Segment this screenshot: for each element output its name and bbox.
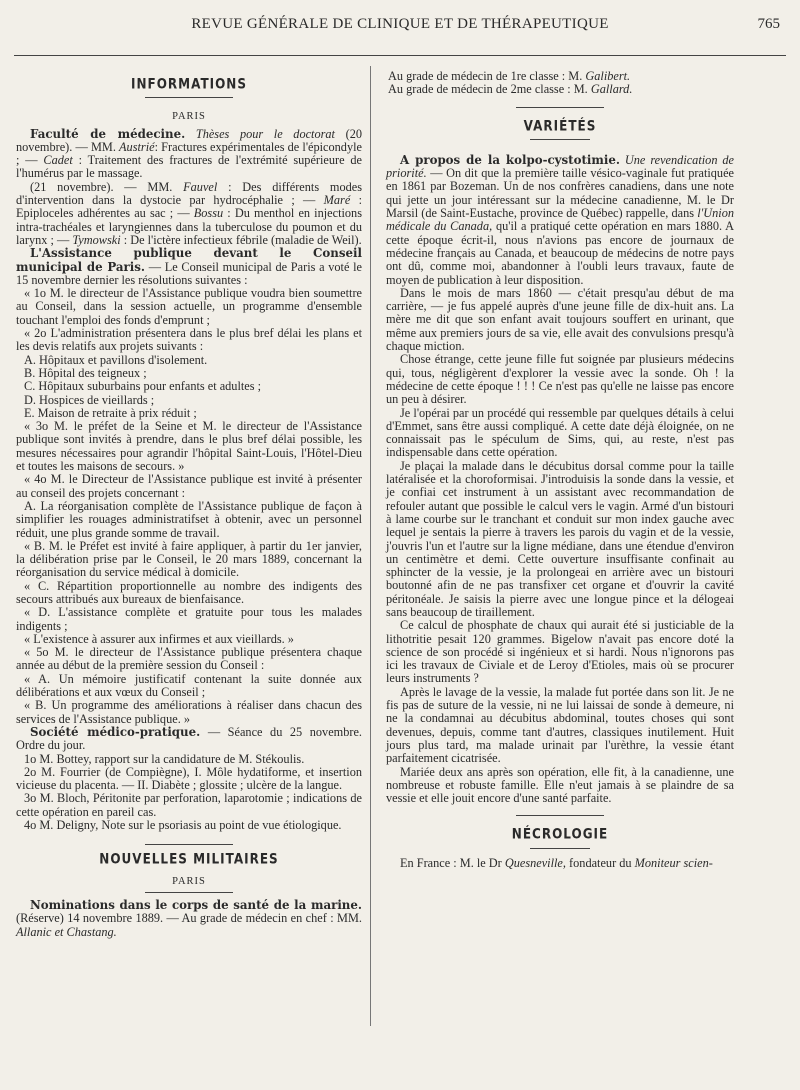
list-item: C. Hôpitaux suburbains pour enfants et adultes ; — [24, 379, 262, 394]
text: : De l'ictère infectieux fébrile (maladie de Weil). — [123, 232, 362, 247]
journal-title: l'Union médicale du Canada, — [386, 206, 734, 234]
name: Galibert. — [585, 69, 631, 83]
text: (21 novembre). — MM. — [30, 179, 173, 194]
text: : Traitement des fractures de l'extrémité supérieure de l'humérus par le massage. — [16, 153, 363, 181]
list-item: B. Hôpital des teigneux ; — [24, 365, 147, 380]
grade-line — [388, 83, 734, 96]
section-rule — [516, 107, 604, 108]
name: Maré — [323, 193, 351, 208]
column-divider — [370, 66, 371, 1026]
paragraph: Dans le mois de mars 1860 — c'était presqu'au début de ma carrière, — je fus appelé auprès d'une jeune fille de dix-huit ans. La mère me dit que son enfant avait toujours souffert en urinant, que même aux premiers jours de sa vie, elle avait des convulsions presqu'à chaque miction. — [386, 285, 734, 354]
list-item: « 5o M. le directeur de l'Assistance publique présentera chaque année au début de la première session du Conseil : — [16, 645, 362, 673]
name: Gallard. — [590, 82, 633, 97]
text: qu'il a pratiqué cette opération en mars 1880. A cette époque écrit-il, nous n'avions pas encore de journaux de médecine français au Canada, et beaucoup de médecins de notre pays ont dû, comme moi, abandonner à l'oubli leurs travaux, faute de moyen de publication à leur disposition. — [386, 219, 734, 287]
list-item: « D. L'assistance complète et gratuite pour tous les malades indigents ; — [16, 605, 362, 633]
section-rule — [145, 892, 233, 893]
journal-title: Moniteur scien- — [634, 855, 713, 870]
text: — Le Conseil municipal de Paris a voté le 15 novembre dernier les résolutions suivantes : — [16, 259, 362, 287]
text: : Epiploceles adhérentes au sac ; — — [16, 193, 363, 221]
resolutions-list — [16, 287, 362, 726]
name: Tymowski — [72, 232, 121, 247]
text: En France : M. le Dr — [400, 855, 502, 870]
paragraph-faculte — [16, 128, 362, 181]
text: Au grade de médecin de 1re classe : M. — [388, 69, 583, 83]
list-item: 2o M. Fourrier (de Compiègne), I. Môle hydatiforme, et insertion vicieuse du placenta. — II. Diabète ; glossite ; ulcère de la langue. — [16, 764, 362, 793]
text: : Fractures expérimentales de l'épicondyle ; — — [16, 139, 362, 168]
paragraph-nominations — [16, 899, 362, 939]
list-item: « B. M. le Préfet est invité à faire appliquer, à partir du 1er janvier, la délibération prise par le Conseil, le 20 mars 1889, concernant la réorganisation du service médical à domicile. — [16, 538, 362, 580]
varietes-heading: A propos de la kolpo-cystotimie. — [400, 152, 620, 167]
faculte-heading: Faculté de médecine. — [30, 126, 186, 141]
list-item: A. Hôpitaux et pavillons d'isolement. — [24, 352, 208, 367]
list-item: 4o M. Deligny, Note sur le psoriasis au point de vue étiologique. — [24, 818, 342, 833]
paragraph-varietes — [386, 154, 734, 287]
section-title-informations: INFORMATIONS — [131, 75, 247, 93]
right-column — [386, 70, 734, 870]
text: Au grade de médecin de 2me classe : M. — [388, 82, 588, 97]
agenda-list — [16, 753, 362, 833]
paragraph: Je plaçai la malade dans le décubitus dorsal comme pour la taille latéralisée et la choroformisai. J'introduisis la sonde dans la vessie, et je confiai cet instrument à un assistant avec recommandation de refouler autant que possible le calcul vers le vagin. Armé d'un bistouri à lame courbe sur le tranchant et conduit sur mon index gauche avec lequel je sentais la pierre à travers les parois du vagin et de la vessie, j'ouvris l'un et l'autre sur la ligne médiane, dans une étendue d'environ un centimètre et demi. Cette ouverture insuffisante confinait au sphincter de la vessie, je la prolongeai en arrière avec un bistouri boutonné afin de ne pas transfixer cet organe et d'ouvrir la cavité péritonéale. Je saisis la pierre avec une longue pince et la délogeai sans beaucoup de tiraillement. — [386, 458, 734, 619]
text: — On dit que la première taille vésico-vaginale fut pratiquée en 1861 par Bozeman. Un de nos confrères canadiens, dans une note qui jette un jour intéressant sur la médecine canadienne, M. le Dr Marsil (de Saint-Eustache, province de Québec) rappelle, dans — [386, 166, 734, 221]
place-heading: PARIS — [172, 875, 206, 887]
section-title-necrologie: NÉCROLOGIE — [511, 825, 609, 843]
list-item: D. Hospices de vieillards ; — [24, 392, 155, 407]
name: Austrié — [119, 139, 155, 154]
section-title-militaires: NOUVELLES MILITAIRES — [99, 850, 279, 868]
left-column — [16, 64, 362, 939]
section-rule — [530, 139, 590, 140]
list-item: 3o M. Bloch, Péritonite par perforation, laparotomie ; indications de cette opération en pareil cas. — [16, 791, 362, 819]
name: Allanic et Chastang. — [16, 924, 117, 939]
list-item: « L'existence à assurer aux infirmes et aux vieillards. » — [24, 631, 294, 646]
paragraph-necrologie — [386, 857, 734, 870]
section-rule — [530, 848, 590, 849]
faculte-subheading: Thèses pour le doctorat — [195, 126, 335, 141]
text: : Du menthol en injections intra-trachéales et laryngiennes dans la tuberculose du poumon et du larynx ; — — [16, 206, 362, 247]
running-head — [20, 16, 780, 40]
section-rule — [145, 844, 233, 845]
list-item: « 2o L'administration présentera dans le plus bref délai les plans et les devis relatifs aux projets suivants : — [16, 326, 362, 354]
text: — Séance du 25 novembre. Ordre du jour. — [16, 724, 362, 753]
paragraph: Mariée deux ans après son opération, elle fit, à la canadienne, une nombreuse et robuste famille. Elle n'eut jamais à se plaindre de sa vessie et elle jouit encore d'une santé parfaite. — [386, 764, 734, 806]
header-rule — [14, 55, 786, 56]
list-item: « 3o M. le préfet de la Seine et M. le directeur de l'Assistance publique sont invités à prendre, dans le plus bref délai possible, les mesures nécessaires pour agrandir l'hôpital Saint-Louis, l'Hôtel-Dieu et toutes les maisons de secours. » — [16, 419, 362, 474]
paragraph: Chose étrange, cette jeune fille fut soignée par plusieurs médecins qui, tous, négligèrent d'explorer la vessie avec la sonde. Oh ! la médecine de cette époque ! ! ! Ce n'est pas qu'elle ne laisse pas encore un peu à désirer. — [386, 352, 734, 407]
assistance-heading: L'Assistance publique devant le Conseil municipal de Paris. — [16, 246, 362, 274]
list-item: « C. Répartition proportionnelle au nombre des indigents des secours attribués aux bureaux de bienfaisance. — [16, 578, 362, 606]
list-item: 1o M. Bottey, rapport sur la candidature de M. Stékoulis. — [24, 751, 305, 766]
running-title: REVUE GÉNÉRALE DE CLINIQUE ET DE THÉRAPEUTIQUE — [191, 16, 609, 32]
grades — [386, 70, 734, 97]
societe-heading: Société médico-pratique. — [30, 724, 201, 739]
name: Quesneville, — [504, 855, 566, 870]
page-number: 765 — [757, 16, 780, 32]
paragraph: Je l'opérai par un procédé qui ressemble par quelques détails à celui d'Emmet, sans être aussi compliqué. A cette date déjà éloignée, on ne connaissait pas le spéculum de Sims, qui, au reste, n'est pas indispensable dans cette opération. — [386, 405, 734, 460]
list-item: « A. Un mémoire justificatif contenant la suite donnée aux délibérations et aux vœux du Conseil ; — [16, 671, 362, 700]
subheading: Une revendication de priorité. — [386, 152, 734, 181]
section-rule — [516, 815, 604, 816]
name: Fauvel — [183, 179, 218, 194]
place-heading: PARIS — [172, 111, 206, 123]
name: Bossu — [193, 206, 224, 221]
text: fondateur du — [569, 855, 632, 870]
paragraph: Après le lavage de la vessie, la malade fut portée dans son lit. Je ne fis pas de suture de la vessie, ni ne lui laissai de sonde à demeure, ni ne la condamnai au décubitus abdominal, toutes choses qui sont devenues, depuis, comme tant d'autres, classiques inutilement. Huit jours plus tard, ma malade urinait par l'urèthre, la vessie étant parfaitement cicatrisée. — [386, 684, 734, 766]
section-rule — [145, 97, 233, 98]
text: (Réserve) 14 novembre 1889. — Au grade de médecin en chef : MM. — [16, 911, 362, 926]
list-item: « B. Un programme des améliorations à réaliser dans chacun des services de l'Assistance publique. » — [16, 698, 362, 726]
grade-line — [388, 70, 734, 83]
name: Cadet — [43, 153, 73, 168]
list-item: A. La réorganisation complète de l'Assistance publique de façon à simplifier les rouages administratifset à obtenir, avec un personnel réduit, une plus grande somme de travail. — [16, 498, 362, 540]
nominations-heading: Nominations dans le corps de santé de la marine. — [30, 897, 362, 912]
list-item: « 1o M. le directeur de l'Assistance publique voudra bien soumettre au Conseil, dans la session actuelle, un programme d'ensemble touchant l'emploi des fonds d'emprunt ; — [16, 286, 362, 327]
paragraph-societe — [16, 726, 362, 753]
paragraph-assistance — [16, 247, 362, 287]
paragraph-theses — [16, 181, 362, 247]
list-item: « 4o M. le Directeur de l'Assistance publique est invité à présenter au conseil des projets concernant : — [16, 472, 362, 500]
list-item: E. Maison de retraite à prix réduit ; — [24, 405, 197, 420]
text: (20 novembre). — MM. — [16, 126, 362, 154]
text: : Des différents modes d'intervention dans la dystocie par hydrocéphalie ; — — [16, 179, 363, 208]
section-title-varietes: VARIÉTÉS — [523, 117, 597, 134]
paragraph: Ce calcul de phosphate de chaux qui aurait été si justiciable de la lithotritie pesait 120 grammes. Bigelow n'avait pas encore doté la science de son procédé si ingénieux et si hardi. Nous n'ignorons pas ici les travaux de Civiale et de Leroy d'Etioles, mais où se procurer leurs instruments ? — [386, 618, 734, 686]
